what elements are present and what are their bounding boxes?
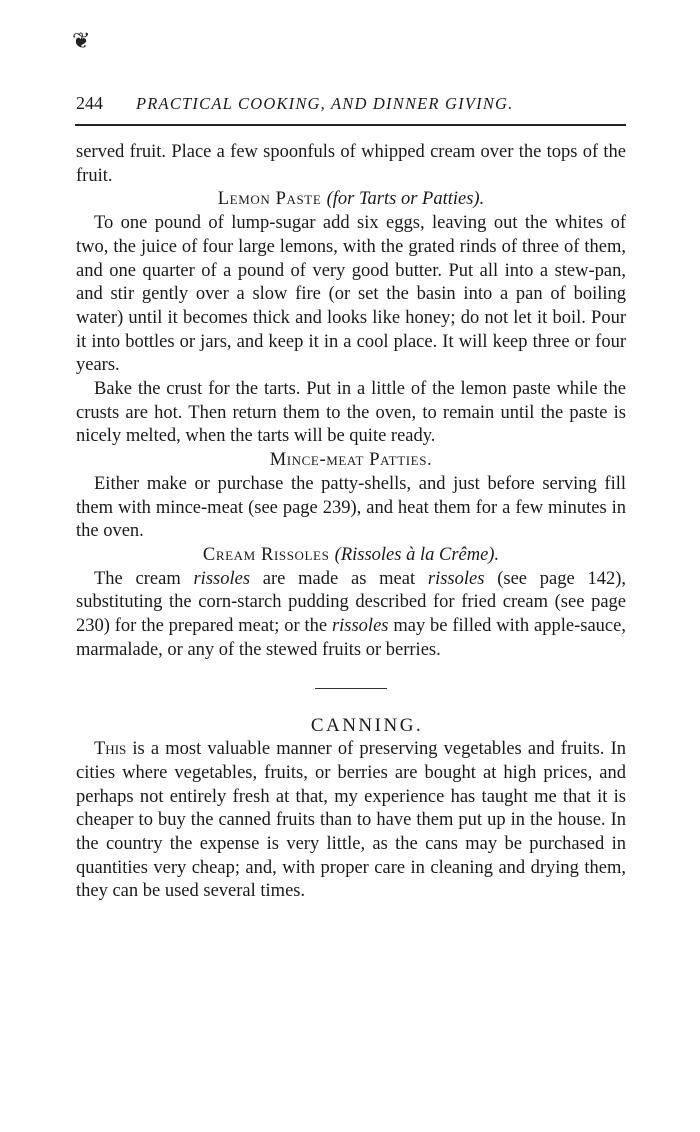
rissoles-italic-2: rissoles <box>427 568 485 589</box>
rissoles-italic-3: rissoles <box>331 616 389 637</box>
ornament-icon: ❦ <box>72 28 91 53</box>
lemon-paste-paragraph-2: Bake the crust for the tarts. Put in a little of the lemon paste while the crusts are hot. Then return them to the oven, to remain until the paste is nicely melted, when the tarts will be quite ready. <box>76 379 626 447</box>
mince-meat-paragraph: Either make or purchase the patty-shells, and just before serving fill them with mince-meat (see page 239), and heat them for a few minutes in the oven. <box>76 473 626 542</box>
rissoles-text-4: may be filled with apple-sauce, marmalade, or any of the stewed fruits or berries. <box>76 616 626 660</box>
rissoles-text-1: The cream <box>94 568 194 589</box>
mince-meat-heading: Mince-meat Patties. <box>269 450 433 471</box>
cream-rissoles-heading <box>76 544 626 568</box>
canning-text: is a most valuable manner of preserving vegetables and fruits. In cities where vegetables, fruits, or berries are bought at high prices, and perhaps not entirely fresh at that, my experience has taught me that it is cheaper to buy the canned fruits than to have them put up in the house. In the country the expense is very little, as the cans may be purchased in quantities very cheap; and, with proper care in cleaning and drying them, they can be used several times. <box>76 739 626 902</box>
rissoles-text-3: (see page 142), substituting the corn-starch pudding described for fried cream (see page 230) for the prepared meat; or the <box>76 568 626 637</box>
canning-paragraph <box>76 738 626 904</box>
lemon-paste-subtitle: (for Tarts or Patties). <box>326 189 485 210</box>
page-number: 244 <box>76 93 103 113</box>
lemon-paste-paragraph-1: To one pound of lump-sugar add six eggs, leaving out the whites of two, the juice of four large lemons, with the grated rinds of three of them, and one quarter of a pound of very good butter. Put all into a stew-pan, and stir gently over a slow fire (or set the basin into a pan of boiling water) until it becomes thick and looks like honey; do not let it boil. Pour it into bottles or jars, and keep it in a cool place. It will keep three or four years. <box>76 213 626 376</box>
header-rule <box>75 124 626 126</box>
continuation-paragraph: served fruit. Place a few spoonfuls of whipped cream over the tops of the fruit. <box>76 142 626 186</box>
lemon-paste-title: Lemon Paste <box>217 189 322 210</box>
cream-rissoles-paragraph <box>76 568 626 663</box>
cream-rissoles-title: Cream Rissoles <box>202 544 330 565</box>
lemon-paste-heading <box>76 188 626 212</box>
rissoles-text-2: are made as meat <box>250 568 428 589</box>
canning-heading: CANNING. <box>310 715 424 737</box>
section-separator <box>315 688 387 689</box>
cream-rissoles-subtitle: (Rissoles à la Crême). <box>334 544 500 565</box>
rissoles-italic-1: rissoles <box>193 568 251 589</box>
page-header <box>76 92 626 115</box>
page-body <box>76 141 626 904</box>
running-title: PRACTICAL COOKING, AND DINNER GIVING. <box>136 94 514 113</box>
canning-first-word: This <box>94 739 127 760</box>
